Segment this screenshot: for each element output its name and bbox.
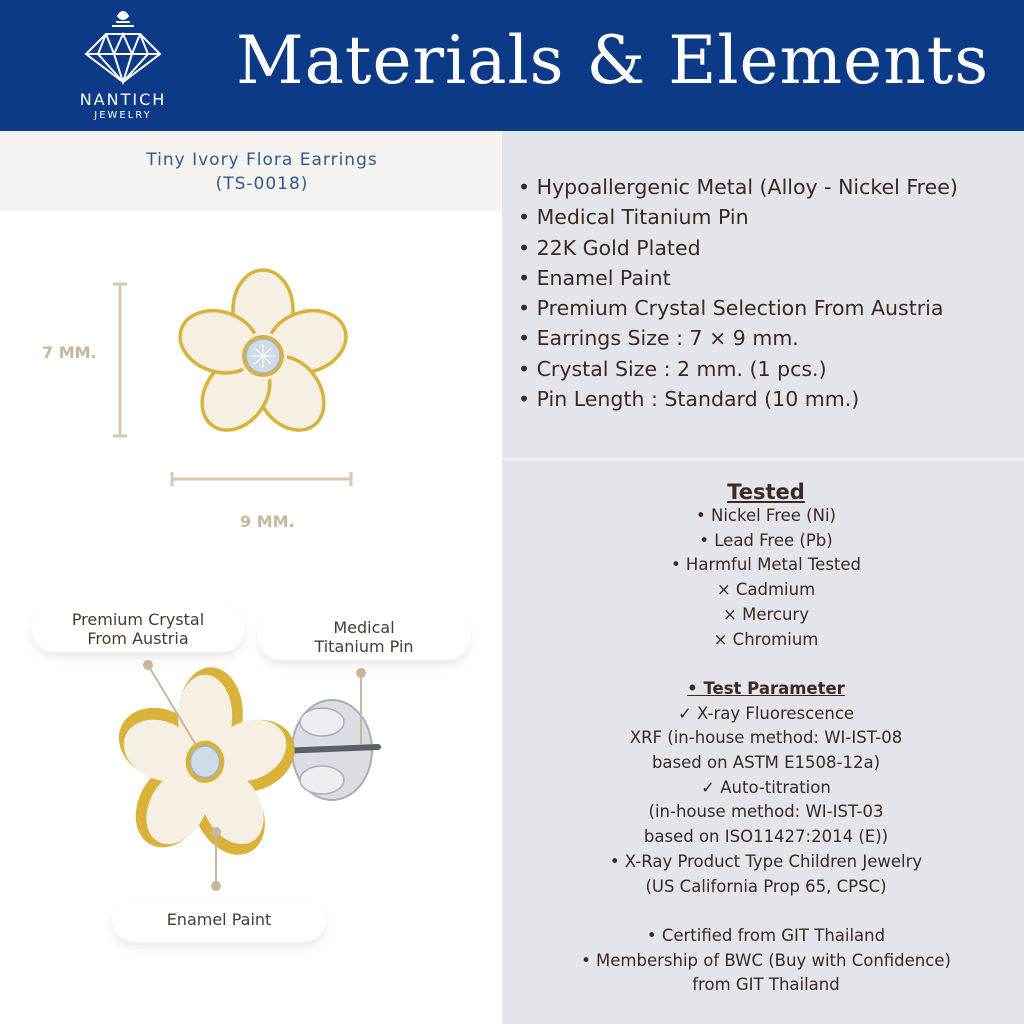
panel-divider xyxy=(502,458,1024,460)
height-dimension-line xyxy=(113,284,127,436)
test-parameter-item: (US California Prop 65, CPSC) xyxy=(645,876,887,896)
spec-item: • Medical Titanium Pin xyxy=(518,205,749,230)
spec-item: • Pin Length : Standard (10 mm.) xyxy=(518,387,860,412)
tested-item: × Mercury xyxy=(723,604,809,624)
product-name-panel xyxy=(0,131,502,211)
width-dimension-line xyxy=(172,472,351,486)
callout-crystal-line1: Premium Crystal xyxy=(71,610,205,629)
test-parameter-heading: • Test Parameter xyxy=(687,678,845,698)
tested-heading: Tested xyxy=(727,480,805,504)
dimension-diagram xyxy=(0,211,502,591)
spec-item: • Hypoallergenic Metal (Alloy - Nickel Free) xyxy=(518,175,958,199)
callout-pin xyxy=(258,614,470,660)
test-parameter-item: based on ASTM E1508-12a) xyxy=(651,753,881,773)
tested-section xyxy=(512,478,1020,998)
brand-subtitle: JEWELRY xyxy=(94,110,152,121)
callout-enamel-label: Enamel Paint xyxy=(166,910,272,929)
spacer xyxy=(512,652,1020,677)
test-parameter-item: (in-house method: WI-IST-03 xyxy=(648,802,884,822)
brand-logo xyxy=(58,6,188,126)
tested-item: × Chromium xyxy=(713,629,819,649)
test-parameter-item: ✓ X-ray Fluorescence xyxy=(677,703,855,723)
callout-crystal-line2: From Austria xyxy=(87,629,189,648)
callout-crystal xyxy=(32,606,244,652)
test-parameter-item: XRF (in-house method: WI-IST-08 xyxy=(629,728,903,748)
certification-item: • Membership of BWC (Buy with Confidence) xyxy=(581,950,951,970)
test-parameter-item: based on ISO11427:2014 (E)) xyxy=(643,827,889,847)
callout-pin-line2: Titanium Pin xyxy=(314,637,414,656)
spacer xyxy=(512,899,1020,924)
product-name: Tiny Ivory Flora Earrings xyxy=(146,150,378,170)
brand-name: NANTICH xyxy=(79,90,167,109)
callout-enamel xyxy=(112,898,326,942)
tested-item: • Nickel Free (Ni) xyxy=(696,506,836,525)
page-title: Materials & Elements xyxy=(236,22,990,99)
tested-item: • Harmful Metal Tested xyxy=(670,555,862,575)
certification-item: from GIT Thailand xyxy=(692,975,840,995)
spec-item: • Enamel Paint xyxy=(518,265,671,290)
header-banner xyxy=(0,0,1024,131)
width-label: 9 MM. xyxy=(240,512,295,531)
tested-item: • Lead Free (Pb) xyxy=(699,530,833,550)
spec-list xyxy=(518,172,958,414)
callout-pin-line1: Medical xyxy=(333,618,395,637)
flower-earring-front xyxy=(172,270,354,443)
test-parameter-item: • X-Ray Product Type Children Jewelry xyxy=(609,851,923,871)
diamond-logo-icon xyxy=(76,6,170,86)
tested-item: × Cadmium xyxy=(716,580,816,600)
test-parameter-item: ✓ Auto-titration xyxy=(701,777,831,797)
height-label: 7 MM. xyxy=(42,343,97,362)
certification-item: • Certified from GIT Thailand xyxy=(646,925,886,945)
spec-item: • Premium Crystal Selection From Austria xyxy=(518,296,944,321)
flower-earring-angled xyxy=(110,667,303,870)
spec-item: • Earrings Size : 7 × 9 mm. xyxy=(518,326,799,351)
spec-item: • 22K Gold Plated xyxy=(518,235,701,260)
product-code: (TS-0018) xyxy=(215,174,309,194)
spec-item: • Crystal Size : 2 mm. (1 pcs.) xyxy=(518,356,827,381)
